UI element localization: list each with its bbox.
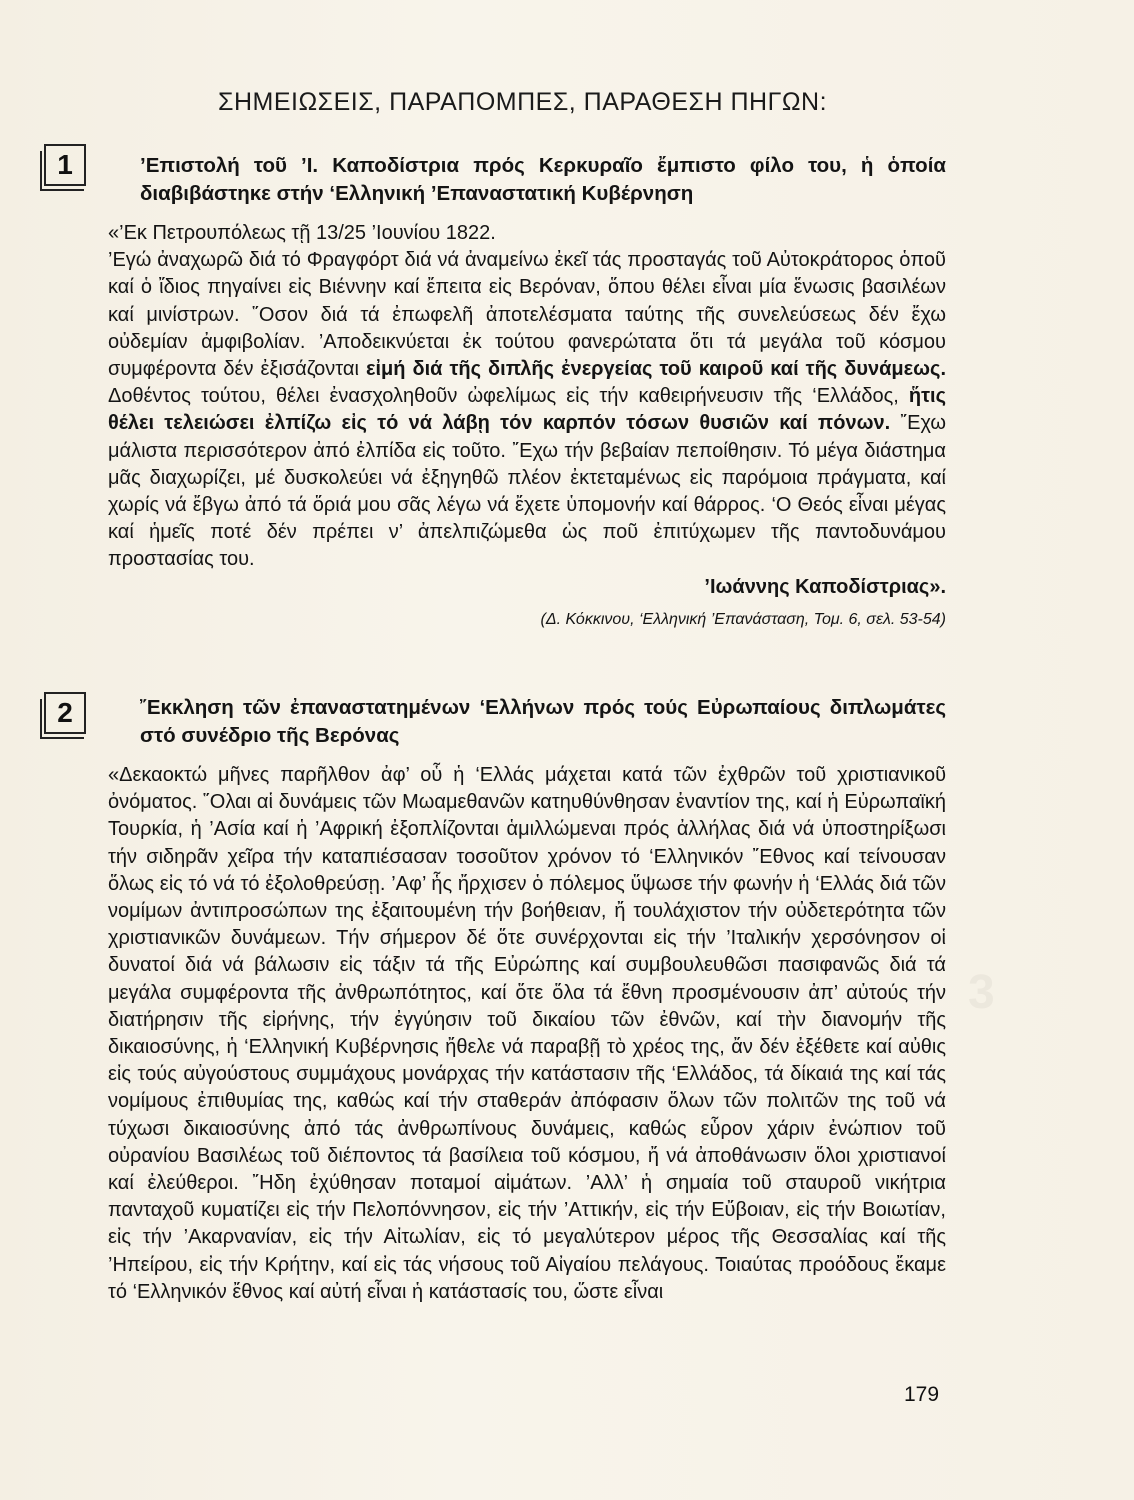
letter-text-3: ῎Εχω μάλιστα περισσότερον ἀπό ἐλπίδα εἰς τοῦτο. ῎Εχω τήν βεβαίαν πεποίθησιν. Τό μέγα διάστημα μᾶς διαχωρίζει, μέ δυσκολεύει νά ἐξηγηθῶ πλέον ἐκτεταμένως εἰς παρόμοια πράγματα, καί χωρίς νά ἔβγω ἀπό τά ὅριά μου σᾶς λέγω νά ἔχετε ὑπομονήν καί θάρρος. ‘Ο Θεός εἶναι μέγας καί ἡμεῖς ποτέ δέν πρέπει ν’ ἀπελπιζώμεθα ὡς ποῦ ἐπιτύχωμεν τῆς παντοδυνάμου προστασίας του. [108,412,947,571]
letter-dateline: «’Εκ Πετρουπόλεως τῇ 13/25 ’Ιουνίου 1822. [108,222,496,244]
letter-bold-2: ἥτις θέλει τελειώσει ἐλπίζω εἰς τό νά λάβῃ τόν καρπόν τόσων θυσιῶν καί πόνων. [108,385,946,435]
note-section-2 [108,694,946,1306]
note-number-2: 2 [44,692,86,734]
note-1-body [108,220,946,574]
letter-bold-1: εἰμή διά τῆς διπλῆς ἐνεργείας τοῦ καιροῦ καί τῆς δυνάμεως. [365,358,946,381]
note-1-citation: (Δ. Κόκκινου, ‘Ελληνική ’Επανάσταση, Τομ. 6, σελ. 53-54) [540,610,946,628]
note-1-title: ’Επιστολή τοῦ ’Ι. Καποδίστρια πρός Κερκυραῖο ἔμπιστο φίλο του, ἡ ὁποία διαβιβάστηκε στήν ‘Ελληνική ’Επαναστατική Κυβέρνηση [140,154,946,205]
letter-text-1: ’Εγώ ἀναχωρῶ διά τό Φραγφόρτ διά νά ἀναμείνω ἐκεῖ τάς προσταγάς τοῦ Αὐτοκράτορος ὁποῦ καί ὁ ἴδιος πηγαίνει εἰς Βιέννην καί ἔπειτα εἰς Βερόναν, ὅπου θέλει εἶναι μία ἕνωσις βασιλέων καί μινίστρων. ῞Οσον διά τά ἐπωφελῆ ἀποτελέσματα ταύτης τῆς συνελεύσεως δέν ἔχω οὐδεμίαν ἀμφιβολίαν. ’Αποδεικνύεται ἐκ τούτου φανερώτατα ὅτι τά μεγάλα τοῦ κόσμου συμφέροντα δέν ἐξισάζονται [108,249,946,381]
note-number-1: 1 [44,144,86,186]
letter-text-2: Δοθέντος τούτου, θέλει ἐνασχοληθοῦν ὠφελίμως εἰς τήν καθειρήνευσιν τῆς ‘Ελλάδος, [108,385,899,408]
note-section-1 [108,152,946,629]
appeal-text: «Δεκαοκτώ μῆνες παρῆλθον ἀφ’ οὗ ἡ ‘Ελλάς μάχεται κατά τῶν ἐχθρῶν τοῦ χριστιανικοῦ ὀνόματος. ῞Ολαι αἱ δυνάμεις τῶν Μωαμεθανῶν κατηυθύνθησαν ἐναντίον της, καί ἡ Εὐρωπαϊκή Τουρκία, ἡ ’Ασία καί ἡ ’Αφρική ἐξοπλίζονται ἁμιλλώμεναι πρός ἀλλήλας διά νά ὑποστηρίξωσι τήν σιδηρᾶν χεῖρα τήν καταπιέσασαν τοσοῦτον χρόνον τό ‘Ελληνικόν ῎Εθνος καί τείνουσαν ὅλως εἰς τό νά τό ἐξολοθρεύσῃ. ’Αφ’ ἧς ἤρχισεν ὁ πόλεμος ὕψωσε τήν φωνήν ἡ ‘Ελλάς διά τῶν νομίμων ἀντιπροσώπων της ἐξαιτουμένη τήν βοήθειαν, ἤ τουλάχιστον τήν οὐδετερότητα τῶν χριστιανικῶν δυνάμεων. Τήν σήμερον δέ ὅτε συνέρχονται εἰς τήν ’Ιταλικήν χερσόνησον οἱ δυνατοί διά νά βάλωσιν εἰς τάξιν τά τῆς Εὐρώπης καί συμβουλευθῶσι πασιφανῶς διά τά μεγάλα συμφέροντα τῆς ἀνθρωπότητος, καί ὅτε ὅλα τά ἔθνη προσμένουσιν ἀπ’ αὐτούς τήν διατήρησιν τῆς εἰρήνης, τήν ἐγγύησιν τοῦ δικαίου τῶν ἐθνῶν, καί τὴν διανομήν τῆς δικαιοσύνης, ἡ ‘Ελληνική Κυβέρνησις ἤθελε νά παραβῇ τὸ χρέος της, ἄν δέν ἐξέθετε καί αὐθις εἰς τούς αὐγούστους συμμάχους μονάρχας τήν κατάστασιν τῆς ‘Ελλάδος, τά δίκαιά της καί τάς νομίμους ἐπιθυμίας της, καθώς καί τήν σταθεράν ἀπόφασιν ὅλων τῶν πολιτῶν της τοῦ νά τύχωσι δικαιοσύνης ἀπό τάς ἀνθρωπίνους δυνάμεις, καθώς εὗρον χάριν ἐνώπιον τοῦ οὐρανίου Βασιλέως τοῦ διέποντος τά βασίλεια τοῦ κόσμου, ἤ νά ἀποθάνωσιν ὅλοι χριστιανοί καί ἐλεύθεροι. ῎Ηδη ἐχύθησαν ποταμοί αἱμάτων. ’Αλλ’ ἡ σημαία τοῦ σταυροῦ νικήτρια πανταχοῦ κυματίζει εἰς τήν Πελοπόννησον, εἰς τήν ’Αττικήν, εἰς τήν Εὔβοιαν, εἰς τήν Βοιωτίαν, εἰς τήν ’Ακαρνανίαν, εἰς τήν Αἰτωλίαν, εἰς τό μεγαλύτερον μέρος τῆς Θεσσαλίας καί τῆς ’Ηπείρου, εἰς τήν Κρήτην, καί εἰς τάς νήσους τοῦ Αἰγαίου πελάγους. Τοιαύτας προόδους ἔκαμε τό ‘Ελληνικόν ἔθνος καί αὐτή εἶναι ἡ κατάστασίς του, ὥστε εἶναι [108,764,946,1303]
note-2-body [108,762,946,1306]
letter-paragraph [108,247,946,573]
show-through-mark: 3 [968,966,995,1019]
page-header: ΣΗΜΕΙΩΣΕΙΣ, ΠΑΡΑΠΟΜΠΕΣ, ΠΑΡΑΘΕΣΗ ΠΗΓΩΝ: [218,88,828,116]
letter-signature: ’Ιωάννης Καποδίστριας». [704,575,946,598]
page-number: 179 [904,1383,940,1406]
note-2-title: ῎Εκκληση τῶν ἐπαναστατημένων ‘Ελλήνων πρός τούς Εὐρωπαίους διπλωμάτες στό συνέδριο τῆς Βερόνας [140,696,946,747]
